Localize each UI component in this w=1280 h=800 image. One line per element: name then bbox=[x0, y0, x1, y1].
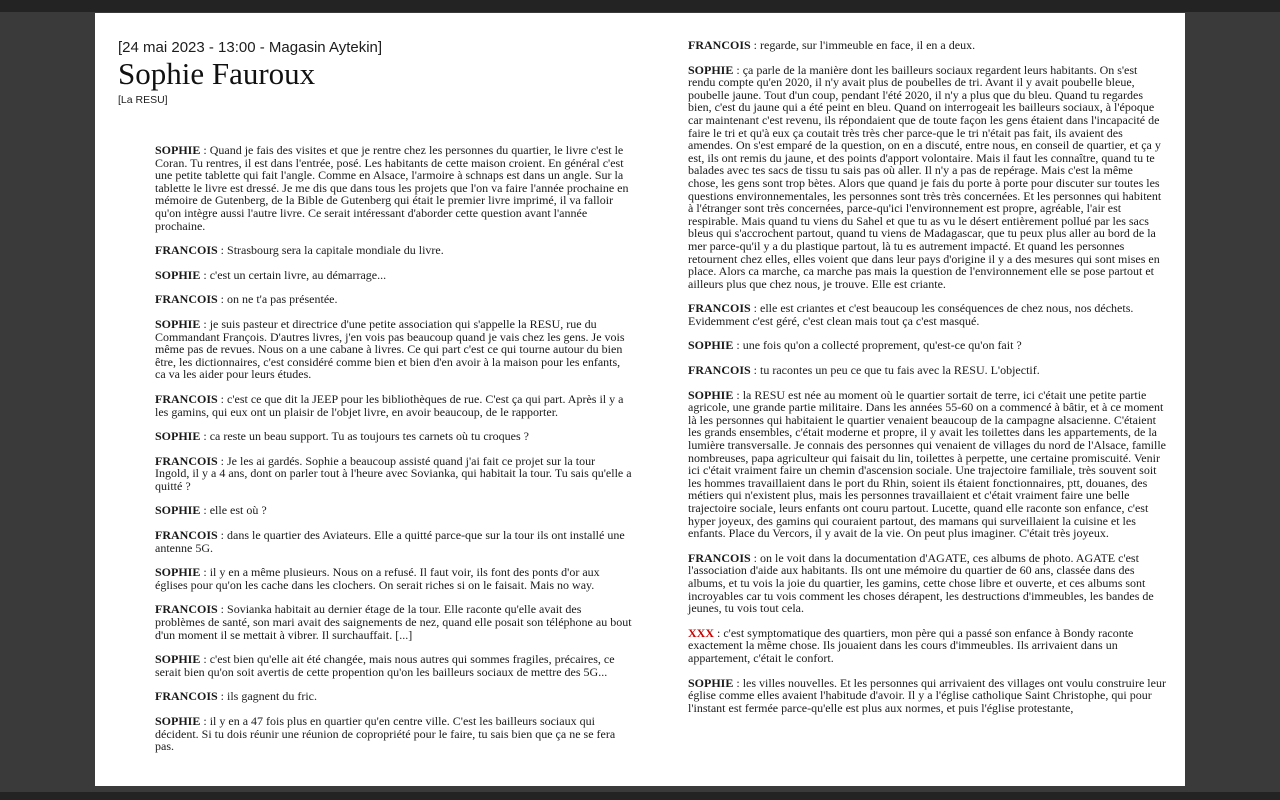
speaker-label: SOPHIE bbox=[688, 62, 734, 77]
speaker-label: FRANCOIS bbox=[688, 38, 751, 52]
transcript-paragraph: SOPHIE : la RESU est née au moment où le quartier sortait de terre, ici c'était une petite partie agricole, une grande partie militaire. Dans les années 55-60 on a commencé à bâtir, et à ce moment là les personnes qui habitaient le quartier venaient beaucoup de la campagne alsacienne. C'étaient les grands ensembles, c'était moderne et propre, il y avait les toilettes dans les appartements, de la lumière transversalle. Je connais des personnes qui venaient de villages du nord de l'Alsace, famille nombreuses, papa agriculteur qui faisait du lin, toilettes à perpette, une certaine promiscuité. Venir ici c'était vraiment faire un chemin d'ascension sociale. Une trajectoire familiale, très souvent soit les hommes travaillaient dans le port du Rhin, soient ils étaient fonctionnaires, ptt, douanes, des métiers qui n'existent plus, mais les personnes travaillaient et c'était vraiment faire une belle trajectoire sociale, leurs enfants ont couru partout. Lucette, quand elle raconte son enfance, c'est hyper joyeux, des gamins qui couraient partout, des mamans qui surveillaient la cuisine et les enfants. Place du Vercors, il y avait de la vie. On peut plus imaginer. C'était très joyeux. bbox=[688, 387, 1167, 541]
transcript-paragraph: SOPHIE : c'est un certain livre, au démarrage... bbox=[155, 267, 387, 282]
transcript-paragraph: SOPHIE : il y en a 47 fois plus en quartier qu'en centre ville. C'est les bailleurs sociaux qui décident. Si tu dois réunir une réunion de copropriété pour le faire, tu sais bien que ça ne se fera pas. bbox=[155, 714, 616, 754]
page-subtitle: [La RESU] bbox=[118, 93, 168, 106]
speech-text: c'est bien qu'elle ait été changée, mais nous autres qui sommes fragiles, précaires, ce serait bien qu'on soit avertis de cette propention qu'on les bailleurs sociaux de mettre des 5G... bbox=[155, 652, 615, 679]
transcript-paragraph: FRANCOIS : dans le quartier des Aviateurs. Elle a quitté parce-que sur la tour ils ont installé une antenne 5G. bbox=[155, 528, 625, 555]
transcript-paragraph: SOPHIE : les villes nouvelles. Et les personnes qui arrivaient des villages ont voulu construire leur église comme elles avaient l'habitude d'avoir. Il y a l'église catholique Saint Christophe, qui pour l'instant est fermée parce-qu'elle est plus aux normes, et puis l'église protestante, bbox=[688, 675, 1166, 715]
speech-text: une fois qu'on a collecté proprement, qu'est-ce qu'on fait ? bbox=[742, 338, 1022, 353]
speech-text: elle est où ? bbox=[209, 503, 267, 518]
transcript-paragraph: SOPHIE : une fois qu'on a collecté proprement, qu'est-ce qu'on fait ? bbox=[688, 338, 1022, 353]
speaker-label: FRANCOIS bbox=[155, 602, 218, 617]
speaker-label: FRANCOIS bbox=[155, 528, 218, 543]
speech-text: on le voit dans la documentation d'AGATE, ces albums de photo. AGATE c'est l'association d'aide aux habitants. Ils ont une mémoire du quartier de 60 ans, classée dans des albums, et tu vois la joie du quartier, les gamins, cette chose libre et ouverte, et ces albums sont incroyables car tu vois comment les choses dérapent, les destructions d'immeubles, les bandes de jeunes, tu vois tout cela. bbox=[688, 550, 1154, 616]
speaker-label: FRANCOIS bbox=[155, 292, 218, 307]
transcript-paragraph: SOPHIE : je suis pasteur et directrice d'une petite association qui s'appelle la RESU, rue du Commandant François. D'autres livres, j'en vois pas beaucoup quand je vais chez les gens. Je vois même pas de revues. Nous on a une cabane à livres. Ce qui part c'est ce qui tourne autour du bien être, les dictionnaires, c'est considéré comme bien et bien d'en avoir à la maison pour les enfants, ca va les aider pour leurs études. bbox=[155, 316, 625, 382]
speech-text: ca reste un beau support. Tu as toujours tes carnets où tu croques ? bbox=[209, 429, 529, 444]
speaker-label: SOPHIE bbox=[155, 714, 201, 728]
transcript-paragraph: FRANCOIS : tu racontes un peu ce que tu fais avec la RESU. L'objectif. bbox=[688, 363, 1040, 378]
speech-text: les villes nouvelles. Et les personnes qui arrivaient des villages ont voulu construire leur église comme elles avaient l'habitude d'avoir. Il y a l'église catholique Saint Christophe, qui pour l'instant est fermée parce-qu'elle est plus aux normes, et puis l'église protestante, bbox=[688, 675, 1166, 715]
speaker-label: FRANCOIS bbox=[155, 453, 218, 468]
speech-text: regarde, sur l'immeuble en face, il en a deux. bbox=[760, 38, 976, 52]
speaker-label: FRANCOIS bbox=[688, 550, 751, 565]
speaker-label: FRANCOIS bbox=[155, 689, 218, 704]
transcript-paragraph: FRANCOIS : Je les ai gardés. Sophie a beaucoup assisté quand j'ai fait ce projet sur la tour Ingold, il y a 4 ans, dont on parler tout à l'heure avec Sovianka, qui habitait la tour. Tu sais qu'elle a quitté ? bbox=[155, 453, 632, 493]
transcript-paragraph: FRANCOIS : ils gagnent du fric. bbox=[155, 689, 317, 704]
speech-text: c'est ce que dit la JEEP pour les bibliothèques de rue. C'est ça qui part. Après il y a les gamins, qui eux ont un plaisir de l'objet livre, en avoir beaucoup, de le rapporter. bbox=[155, 391, 624, 419]
speaker-label: SOPHIE bbox=[688, 338, 734, 353]
transcript-paragraph: FRANCOIS : c'est ce que dit la JEEP pour les bibliothèques de rue. C'est ça qui part. Après il y a les gamins, qui eux ont un plaisir de l'objet livre, en avoir beaucoup, de le rapporter. bbox=[155, 391, 624, 419]
speech-text: dans le quartier des Aviateurs. Elle a quitté parce-que sur la tour ils ont installé une antenne 5G. bbox=[155, 528, 625, 555]
speaker-label: SOPHIE bbox=[688, 675, 734, 690]
transcript-paragraph: FRANCOIS : Strasbourg sera la capitale mondiale du livre. bbox=[155, 243, 444, 258]
speaker-label: FRANCOIS bbox=[688, 363, 751, 378]
speech-text: Sovianka habitait au dernier étage de la tour. Elle raconte qu'elle avait des problèmes de santé, son mari avait des saignements de nez, quand elle posait son téléphone au bout d'un moment il se mettait à vibrer. Il surchauffait. [...] bbox=[155, 602, 632, 642]
transcript-paragraph: FRANCOIS : regarde, sur l'immeuble en face, il en a deux. bbox=[688, 38, 976, 52]
speaker-label: SOPHIE bbox=[155, 316, 201, 331]
transcript-paragraph: FRANCOIS : Sovianka habitait au dernier étage de la tour. Elle raconte qu'elle avait des problèmes de santé, son mari avait des saignements de nez, quand elle posait son téléphone au bout d'un moment il se mettait à vibrer. Il surchauffait. [...] bbox=[155, 602, 632, 642]
speech-text: tu racontes un peu ce que tu fais avec la RESU. L'objectif. bbox=[760, 363, 1040, 378]
speaker-label: SOPHIE bbox=[155, 565, 201, 580]
meta-line: [24 mai 2023 - 13:00 - Magasin Aytekin] bbox=[118, 39, 383, 56]
transcript-paragraph: FRANCOIS : on ne t'a pas présentée. bbox=[155, 292, 338, 307]
speech-text: je suis pasteur et directrice d'une petite association qui s'appelle la RESU, rue du Commandant François. D'autres livres, j'en vois pas beaucoup quand je vais chez les gens. Je vois même pas de revues. Nous on a une cabane à livres. Ce qui part c'est ce qui tourne autour du bien être, les dictionnaires, c'est considéré comme bien et bien d'en avoir à la maison pour les enfants, ca va les aider pour leurs études. bbox=[155, 316, 625, 382]
transcript-paragraph: FRANCOIS : on le voit dans la documentation d'AGATE, ces albums de photo. AGATE c'est l'association d'aide aux habitants. Ils ont une mémoire du quartier de 60 ans, classée dans des albums, et tu vois la joie du quartier, les gamins, cette chose libre et ouverte, et ces albums sont incroyables car tu vois comment les choses dérapent, les destructions d'immeubles, les bandes de jeunes, tu vois tout cela. bbox=[688, 550, 1154, 616]
speaker-label: SOPHIE bbox=[155, 143, 201, 157]
speaker-label: FRANCOIS bbox=[688, 301, 751, 316]
viewer-chrome-bottom-bar bbox=[0, 792, 1280, 800]
speech-text: Je les ai gardés. Sophie a beaucoup assisté quand j'ai fait ce projet sur la tour Ingold, il y a 4 ans, dont on parler tout à l'heure avec Sovianka, qui habitait la tour. Tu sais qu'elle a quitté ? bbox=[155, 453, 632, 493]
speaker-label: SOPHIE bbox=[155, 652, 201, 667]
speech-text: la RESU est née au moment où le quartier sortait de terre, ici c'était une petite partie agricole, une grande partie militaire. Dans les années 55-60 on a commencé à bâtir, et à ce moment là les personnes qui habitaient le quartier venaient beaucoup de la campagne alsacienne. C'étaient les grands ensembles, c'était moderne et propre, il y avait les toilettes dans les appartements, de la lumière transversalle. Je connais des personnes qui venaient de villages du nord de l'Alsace, famille nombreuses, papa agriculteur qui faisait du lin, toilettes à perpette, une certaine promiscuité. Venir ici c'était vraiment faire un chemin d'ascension sociale. Une trajectoire familiale, très souvent soit les hommes travaillaient dans le port du Rhin, soient ils étaient fonctionnaires, ptt, douanes, des métiers qui n'existent plus, mais les personnes travaillaient et c'était vraiment faire une belle trajectoire sociale, leurs enfants ont couru partout. Lucette, quand elle raconte son enfance, c'est hyper joyeux, des gamins qui couraient partout, des mamans qui surveillaient la cuisine et les enfants. Place du Vercors, il y avait de la vie. On peut plus imaginer. C'était très joyeux. bbox=[688, 387, 1167, 541]
transcript-paragraph: SOPHIE : ca reste un beau support. Tu as toujours tes carnets où tu croques ? bbox=[155, 429, 529, 444]
transcript-paragraph: SOPHIE : c'est bien qu'elle ait été changée, mais nous autres qui sommes fragiles, précaires, ce serait bien qu'on soit avertis de cette propention qu'on les bailleurs sociaux de mettre des 5G... bbox=[155, 652, 615, 679]
speaker-label: SOPHIE bbox=[155, 267, 201, 282]
speaker-label: SOPHIE bbox=[688, 387, 734, 402]
document-header bbox=[118, 39, 382, 106]
transcript-column-right bbox=[688, 39, 1166, 726]
speech-text: on ne t'a pas présentée. bbox=[227, 292, 338, 307]
transcript-paragraph: SOPHIE : elle est où ? bbox=[155, 503, 267, 518]
speaker-label: XXX bbox=[688, 625, 714, 640]
speech-text: il y en a même plusieurs. Nous on a refusé. Il faut voir, ils font des ponts d'or aux églises pour qu'on les cache dans les clochers. On serait riches si on le faisait. Mais no way. bbox=[155, 565, 600, 592]
speaker-label: FRANCOIS bbox=[155, 391, 218, 406]
transcript-paragraph: XXX : c'est symptomatique des quartiers, mon père qui a passé son enfance à Bondy raconte exactement la même chose. Ils jouaient dans les cours d'immeubles. Ils arrivaient dans un appartement, c'était le confort. bbox=[688, 625, 1134, 665]
speech-text: Quand je fais des visites et que je rentre chez les personnes du quartier, le livre c'est le Coran. Tu rentres, il est dans l'entrée, posé. Les habitants de cette maison croient. En général c'est une petite tablette qui fait l'angle. Comme en Alsace, l'armoire à schnaps est dans un angle. Sur la tablette le livre est dressé. Je me dis que dans tous les projets que l'on va faire l'année prochaine en mémoire de Gutenberg, de la Bible de Gutenberg qui était le premier livre imprimé, il va falloir qu'on intègre aussi l'autre livre. Ce serait intéressant d'aborder cette question avant l'année prochaine. bbox=[155, 143, 629, 233]
transcript-column-left bbox=[155, 144, 632, 765]
speech-text: Strasbourg sera la capitale mondiale du livre. bbox=[227, 243, 444, 258]
speech-text: ça parle de la manière dont les bailleurs sociaux regardent leurs habitants. On s'est rendu compte qu'en 2020, il n'y avait plus de poubelles de tri. Avant il y avait poubelle bleue, poubelle jaune. Tout d'un coup, pendant l'été 2020, il n'y a plus que du bleu. Quand tu regardes bien, c'est du jaune qui a été peint en bleu. Quand on interrogeait les bailleurs sociaux, à l'époque car maintenant c'est revenu, ils répondaient que de toute façon les gens étaient dans l'incapacité de faire le tri et qu'à eux ça coutait très très cher parce-que le tri n'était pas fait, ils avaient des amendes. On s'est emparé de la question, on en a discuté, entre nous, en conseil de quartier, et ça y est, ils ont remis du jaune, et des points d'apport volontaire. Mais il faut les connaître, quand tu te balades avec tes sacs de tissu tu sais pas où aller. Il n'y a pas de repérage. Mais c'est la même chose, les gens sont trop bètes. Alors que quand je fais du porte à porte pour discuter sur toutes les questions environnementales, les personnes sont très très concernées. Et les personnes qui habitent à l'étranger sont très concernées, parce-qu'ici l'environnement est propre, agréable, l'air est respirable. Mais quand tu viens du Sahel et que tu as vu le désert entièrement pollué par les sacs bleus qui s'accrochent partout, quand tu viens de Madagascar, que tu peux plus aller au bord de la mer parce-qu'il y a du plastique partout, là tu es autrement impacté. Et quand les personnes retournent chez elles, elles voient que dans leur pays d'origine il y a des mesures qui sont mises en place. Alors ca marche, ca marche pas mais la question de l'environnement elle se pose partout et ailleurs plus que chez nous, je trouve. Elle est criante. bbox=[688, 62, 1162, 291]
viewer-chrome-top-bar bbox=[0, 0, 1280, 12]
document-page bbox=[95, 13, 1185, 786]
transcript-paragraph: SOPHIE : ça parle de la manière dont les bailleurs sociaux regardent leurs habitants. On s'est rendu compte qu'en 2020, il n'y avait plus de poubelles de tri. Avant il y avait poubelle bleue, poubelle jaune. Tout d'un coup, pendant l'été 2020, il n'y a plus que du bleu. Quand tu regardes bien, c'est du jaune qui a été peint en bleu. Quand on interrogeait les bailleurs sociaux, à l'époque car maintenant c'est revenu, ils répondaient que de toute façon les gens étaient dans l'incapacité de faire le tri et qu'à eux ça coutait très très cher parce-que le tri n'était pas fait, ils avaient des amendes. On s'est emparé de la question, on en a discuté, entre nous, en conseil de quartier, et ça y est, ils ont remis du jaune, et des points d'apport volontaire. Mais il faut les connaître, quand tu te balades avec tes sacs de tissu tu sais pas où aller. Il n'y a pas de repérage. Mais c'est la même chose, les gens sont trop bètes. Alors que quand je fais du porte à porte pour discuter sur toutes les questions environnementales, les personnes sont très très concernées. Et les personnes qui habitent à l'étranger sont très concernées, parce-qu'ici l'environnement est propre, agréable, l'air est respirable. Mais quand tu viens du Sahel et que tu as vu le désert entièrement pollué par les sacs bleus qui s'accrochent partout, quand tu viens de Madagascar, que tu peux plus aller au bord de la mer parce-qu'il y a du plastique partout, là tu es autrement impacté. Et quand les personnes retournent chez elles, elles voient que dans leur pays d'origine il y a des mesures qui sont mises en place. Alors ca marche, ca marche pas mais la question de l'environnement elle se pose partout et ailleurs plus que chez nous, je trouve. Elle est criante. bbox=[688, 62, 1162, 291]
speech-text: ils gagnent du fric. bbox=[227, 689, 317, 704]
speech-text: il y en a 47 fois plus en quartier qu'en centre ville. C'est les bailleurs sociaux qui décident. Si tu dois réunir une réunion de copropriété pour le faire, tu sais bien que ça ne se fera pas. bbox=[155, 714, 616, 754]
speaker-label: SOPHIE bbox=[155, 503, 201, 518]
speaker-label: SOPHIE bbox=[155, 429, 201, 444]
transcript-paragraph: SOPHIE : il y en a même plusieurs. Nous on a refusé. Il faut voir, ils font des ponts d'or aux églises pour qu'on les cache dans les clochers. On serait riches si on le faisait. Mais no way. bbox=[155, 565, 600, 592]
speech-text: c'est symptomatique des quartiers, mon père qui a passé son enfance à Bondy raconte exactement la même chose. Ils jouaient dans les cours d'immeubles. Ils arrivaient dans un appartement, c'était le confort. bbox=[688, 625, 1134, 665]
speech-text: c'est un certain livre, au démarrage... bbox=[209, 267, 387, 282]
transcript-paragraph: FRANCOIS : elle est criantes et c'est beaucoup les conséquences de chez nous, nos déchets. Evidemment c'est géré, c'est clean mais tout ça c'est masqué. bbox=[688, 301, 1134, 328]
page-title: Sophie Fauroux bbox=[118, 56, 316, 91]
speaker-label: FRANCOIS bbox=[155, 243, 218, 258]
transcript-paragraph: SOPHIE : Quand je fais des visites et que je rentre chez les personnes du quartier, le livre c'est le Coran. Tu rentres, il est dans l'entrée, posé. Les habitants de cette maison croient. En général c'est une petite tablette qui fait l'angle. Comme en Alsace, l'armoire à schnaps est dans un angle. Sur la tablette le livre est dressé. Je me dis que dans tous les projets que l'on va faire l'année prochaine en mémoire de Gutenberg, de la Bible de Gutenberg qui était le premier livre imprimé, il va falloir qu'on intègre aussi l'autre livre. Ce serait intéressant d'aborder cette question avant l'année prochaine. bbox=[155, 143, 629, 233]
speech-text: elle est criantes et c'est beaucoup les conséquences de chez nous, nos déchets. Evidemment c'est géré, c'est clean mais tout ça c'est masqué. bbox=[688, 301, 1134, 328]
